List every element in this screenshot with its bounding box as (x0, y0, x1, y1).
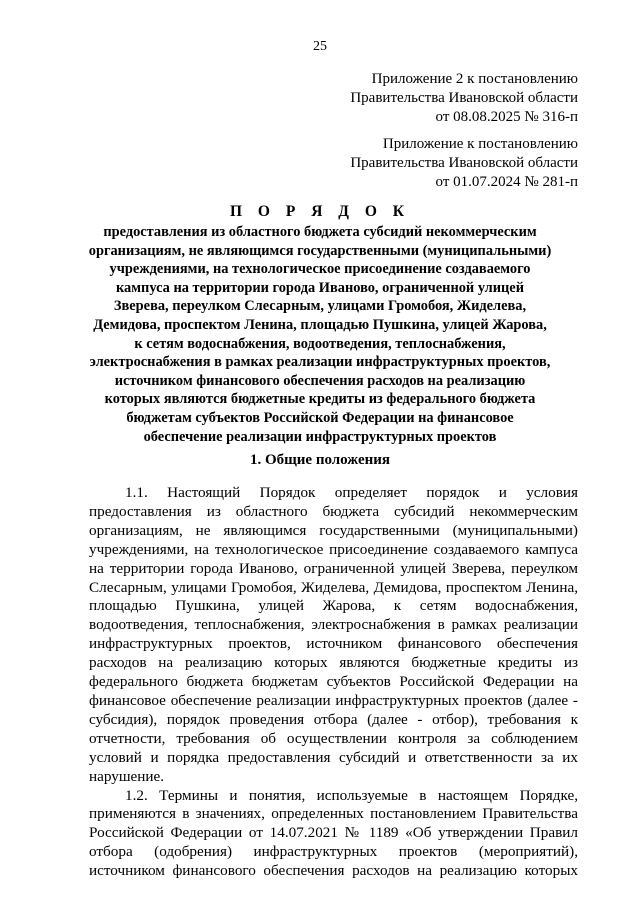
body-line: 1.2. Термины и понятия, используемые в настоящем Порядке, (125, 786, 578, 804)
body-line: федерального бюджета бюджетам субъектов Российской Федерации на (89, 673, 578, 691)
subtitle-line: электроснабжения в рамках реализации инфраструктурных проектов, (89, 354, 551, 371)
body-line: площадью Пушкина, улицей Жарова, к сетям водоснабжения, (89, 597, 578, 615)
body-line: 1.1. Настоящий Порядок определяет порядок и условия (125, 484, 578, 501)
body-text (89, 484, 578, 881)
page-number: 25 (313, 39, 327, 54)
body-line: расходов на реализацию которых являются бюджетные кредиты из (89, 654, 578, 672)
body-line: отчетности, требования об осуществлении контроля за соблюдением (89, 729, 578, 747)
body-line: применяются в значениях, определенных постановлением Правительства (89, 805, 578, 823)
appendix-line: Правительства Ивановской области (350, 155, 578, 171)
body-line: Слесарным, улицами Громобоя, Жиделева, Демидова, проспектом Ленина, (89, 578, 578, 596)
body-line: отбора (одобрения) инфраструктурных проектов (мероприятий), (89, 843, 578, 861)
subtitle-line: кампуса на территории города Иваново, ограниченной улицей (115, 279, 524, 296)
body-line: условий и порядка предоставления субсидий и ответственности за их (89, 748, 578, 766)
document-title: П О Р Я Д О К (230, 203, 410, 220)
subtitle-line: учреждениями, на технологическое присоединение создаваемого (109, 261, 531, 278)
body-line: нарушение. (89, 767, 165, 785)
subtitle-line: источником финансового обеспечения расходов на реализацию (114, 372, 526, 389)
body-line: учреждениями, на технологическое присоединение создаваемого кампуса (89, 540, 578, 558)
body-line: финансовое обеспечение реализации инфраструктурных проектов (далее - (89, 691, 578, 709)
subtitle-line: которых являются бюджетные кредиты из федерального бюджета (104, 391, 536, 408)
body-line: водоотведения, теплоснабжения, электроснабжения в рамках реализации (89, 616, 578, 634)
appendix-line: от 08.08.2025 № 316-п (435, 109, 578, 125)
body-line: инфраструктурных проектов, источником финансового обеспечения (89, 635, 578, 653)
appendix-line: Правительства Ивановской области (350, 90, 578, 106)
body-line: субсидия), порядок проведения отбора (далее - отбор), требования к (89, 710, 578, 728)
subtitle-line: бюджетам субъектов Российской Федерации на финансовое (126, 409, 514, 426)
subtitle-line: организациям, не являющимся государственными (муниципальными) (88, 242, 552, 259)
body-line: организациям, не являющимся государственными (муниципальными) (89, 521, 578, 539)
appendix-line: Приложение к постановлению (382, 136, 578, 152)
body-line: Российской Федерации от 14.07.2021 № 1189 «Об утверждении Правил (89, 824, 578, 842)
section-heading: 1. Общие положения (249, 452, 391, 468)
subtitle-line: Демидова, проспектом Ленина, площадью Пушкина, улицей Жарова, (93, 316, 547, 333)
appendix-line: от 01.07.2024 № 281-п (435, 174, 578, 190)
body-line: предоставления из областного бюджета субсидий некоммерческим (89, 502, 578, 520)
body-line: источником финансового обеспечения расходов на реализацию которых (89, 862, 578, 880)
subtitle-line: Зверева, переулком Слесарным, улицами Громобоя, Жиделева, (113, 298, 527, 315)
subtitle-line: обеспечение реализации инфраструктурных проектов (143, 428, 497, 445)
body-line: на территории города Иваново, ограниченной улицей Зверева, переулком (89, 559, 578, 577)
appendix-current-block (350, 70, 578, 127)
document-subtitle (60, 223, 580, 446)
appendix-line: Приложение 2 к постановлению (371, 71, 578, 87)
subtitle-line: к сетям водоснабжения, водоотведения, теплоснабжения, (134, 335, 506, 352)
appendix-original-block (350, 135, 578, 192)
subtitle-line: предоставления из областного бюджета субсидий некоммерческим (103, 224, 537, 240)
